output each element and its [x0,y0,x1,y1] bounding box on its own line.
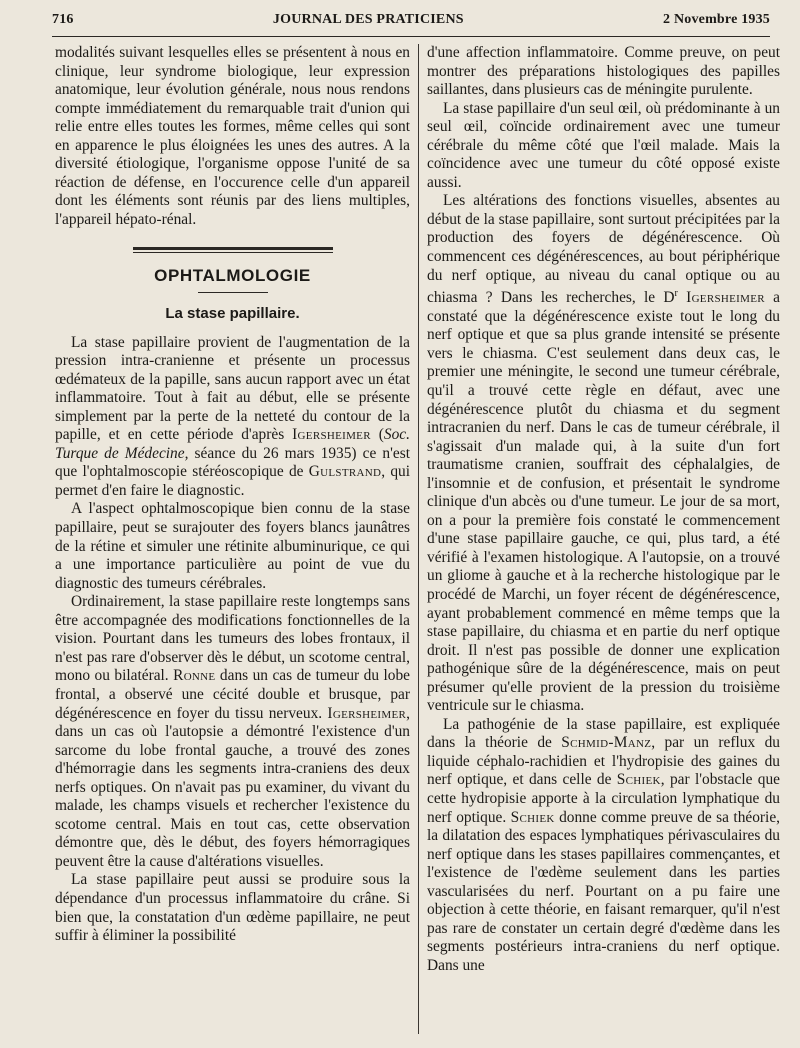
author-name: Igersheimer [292,426,371,444]
article-subtitle: La stase papillaire. [165,305,300,323]
right-column [427,44,780,975]
paragraph-definition: La stase papillaire provient de l'augmentation de la pression intra-cranienne et présente un processus œdémateux de la papille, sans aucun rapport avec un état inflammatoire. Tout à fait au début, elle se présente simplement par la perte de la netteté du contour de la papille, et en cette période d'après Igersheimer (Soc. Turque de Médecine, séance du 26 mars 1935) ce n'est que l'ophtalmoscopie stéréoscopique de Gulstrand, qui permet d'en faire le diagnostic. [55,333,410,499]
issue-date: 2 Novembre 1935 [663,12,770,27]
author-name: Igersheimer [327,704,407,722]
page-header [52,12,770,34]
paragraph-continuation: d'une affection inflammatoire. Comme preuve, on peut montrer des préparations histologiques des papilles saillantes, dans plusieurs cas de méningite purulente. [427,44,780,99]
intro-paragraph: modalités suivant lesquelles elles se présentent à nous en clinique, leur syndrome biologique, leur expression anatomique, leur évolution générale, nous nous rendons compte immédiatement du remarquable trait d'union qui relie entre elles toutes les formes, même celles qui sont en apparence le plus éloignées les unes des autres. A la diversité étiologique, l'organisme oppose l'unité de sa réaction de défense, en l'occurence celle d'un appareil dont les éléments sont réunis par des liens multiples, l'appareil hépato-rénal. [55,44,410,228]
author-name: Schmid-Manz [561,734,652,752]
title-underline [198,292,268,293]
paragraph-degeneration: Les altérations des fonctions visuelles, absentes au début de la stase papillaire, sont surtout précipitées par la production des foyers de dégénérescence. Où commencent ces dégénérescences, au bout périphérique du nerf optique, au niveau du canal optique ou au chiasma ? Dans les recherches, le $D^r$ Igersheimer a constaté que la dégénérescence existe tout le long du nerf optique et que sa plus grande intensité se présente vers le chiasma. C'est seulement dans deux cas, le premier une méningite, le second une tumeur cérébrale, qu'il a trouvé cette règle en défaut, avec une dégénérescence plutôt du chiasma et du segment intracranien du nerf. Dans le cas de tumeur cérébrale, il s'agissait d'un malade qui, à la suite d'un fort traumatisme cranien, souffrait des céphalalgies, de l'insomnie et de confusion, et présentait le syndrome clinique d'un abcès ou d'une tumeur. Le jour de sa mort, on a pour la première fois constaté le commencement d'une stase papillaire gauche, ce qui, plus tard, a été vérifié à l'examen histologique. A l'autopsie, on a trouvé un gliome à gauche et à la recherche histologique par le procédé de Marchi, un foyer récent de dégénérescence, ayant probablement commencé en même temps que la stase papillaire, du chiasma et en partie du nerf optique droit. Il n'est pas possible de donner une explication pathogénique sûre de la dégénérescence, mais on peut présumer qu'elle provient de la pression du troisième ventricule sur le chiasma. [427,192,780,715]
section-title: OPHTALMOLOGIE [154,266,311,286]
paragraph-visual-function: Ordinairement, la stase papillaire reste longtemps sans être accompagnée des modifications fonctionnelles de la vision. Pourtant dans les tumeurs des lobes frontaux, il n'est pas rare d'observer dès le début, un scotome central, mono ou bilatéral. Ronne dans un cas de tumeur du lobe frontal, a observé une cécité double et brusque, par dégénérescence en foyer du tissu nerveux. Igersheimer, dans un cas où l'autopsie a démontré l'existence d'un sarcome du lobe frontal gauche, a trouvé des zones d'hémorragie dans les segments intra-craniens des deux nerfs optiques. On n'avait pas pu examiner, du vivant du malade, les champs visuels et rechercher l'existence du scotome central. Mais en tout cas, cette observation démontre que, dès le début, des foyers hémorragiques peuvent être la cause d'altérations visuelles. [55,593,410,870]
citation: Soc. Turque de Médecine, [55,426,410,462]
journal-title: JOURNAL DES PRATICIENS [272,12,464,27]
paragraph-ophthalmoscopic: A l'aspect ophtalmoscopique bien connu de la stase papillaire, peut se surajouter des foyers blancs jaunâtres de la rétine et simuler une rétinite albuminurique, ce qui a une importance particulière au point de vue du diagnostic des tumeurs cérébrales. [55,500,410,592]
author-name: Schiek [616,771,661,789]
paragraph-inflammatory: La stase papillaire peut aussi se produire sous la dépendance d'un processus inflammatoire du crâne. Si bien que, la constatation d'un œdème papillaire, ne peut suffir à éliminer la possibilité [55,871,410,945]
column-divider [418,44,419,1034]
section-divider [133,247,333,253]
left-column [55,44,410,946]
page-number: 716 [52,12,74,27]
author-name: Ronne [173,667,216,685]
author-name: Igersheimer [686,289,765,307]
header-rule [52,36,770,37]
author-name: Schiek [510,808,555,826]
paragraph-unilateral: La stase papillaire d'un seul œil, où prédominante à un seul œil, coïncide ordinairement avec une tumeur cérébrale du même côté que l'œil malade. Mais la coïncidence avec une tumeur du côté opposé existe aussi. [427,99,780,191]
paragraph-pathogenesis: La pathogénie de la stase papillaire, est expliquée dans la théorie de Schmid-Manz, par un reflux du liquide céphalo-rachidien et l'hydropisie des gaines du nerf optique, et dans celle de Schiek, par l'obstacle que cette hydropisie apporte à la circulation lymphatique du nerf optique. Schiek donne comme preuve de sa théorie, la dilatation des espaces lymphatiques périvasculaires du nerf optique dans les stases papillaires commençantes, et l'existence de l'œdème seulement dans les parties vascularisées du nerf. Pourtant on a pu faire une objection à cette théorie, en faisant remarquer, qu'il n'est pas rare de constater un certain degré d'œdème dans les segments postérieurs intra-craniens du nerf optique. Dans une [427,715,780,974]
author-name: Gulstrand [308,463,382,481]
